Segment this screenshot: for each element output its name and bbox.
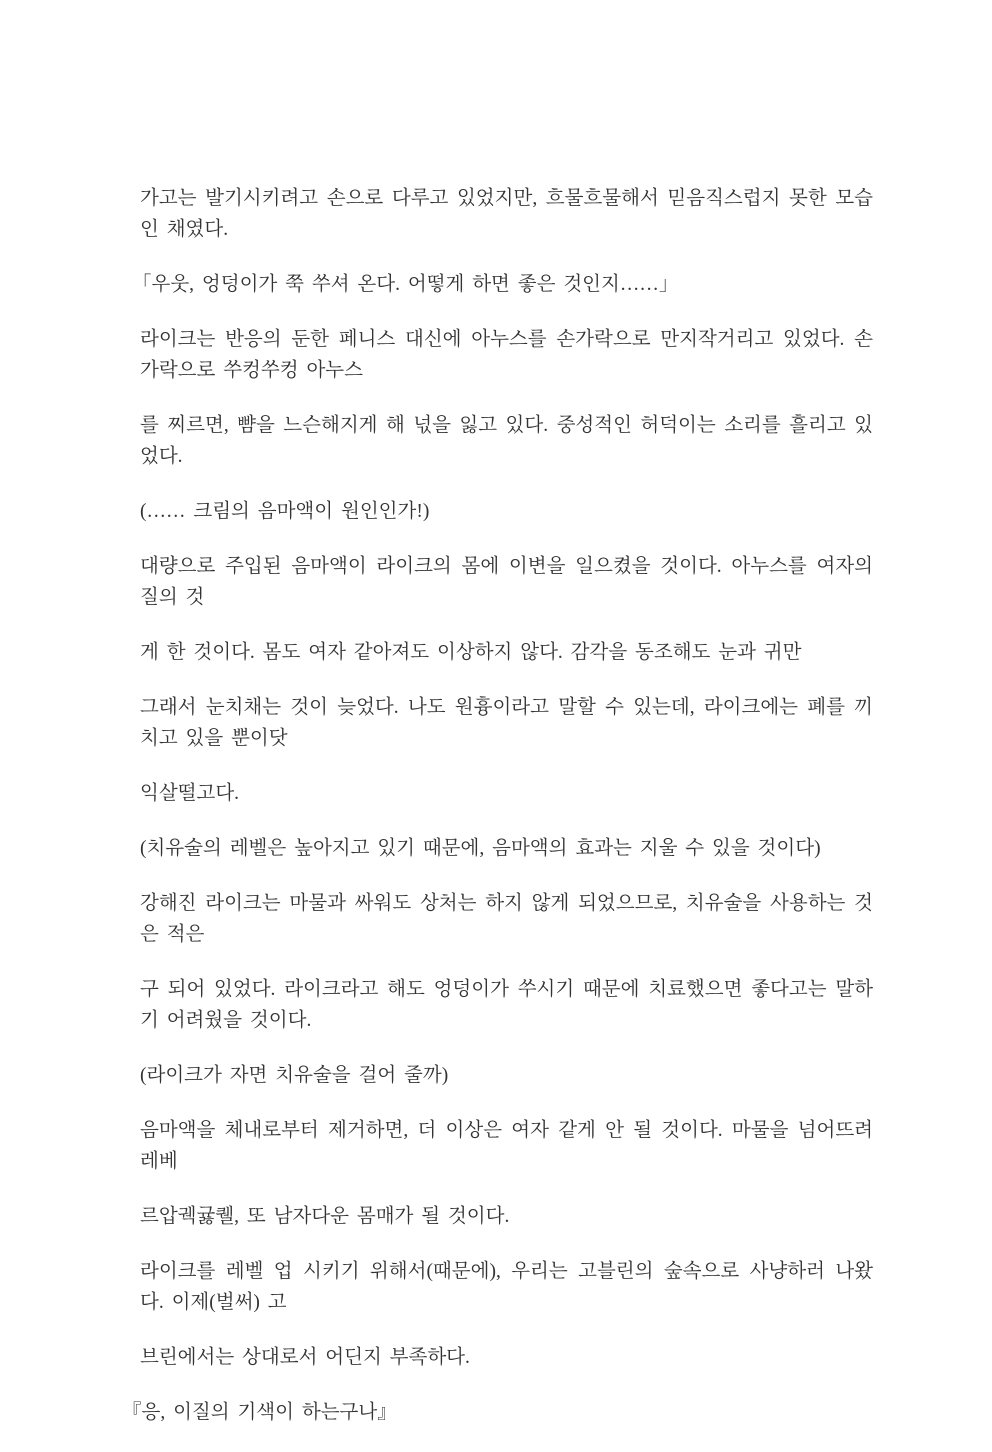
paragraph: 라이크는 반응의 둔한 페니스 대신에 아누스를 손가락으로 만지작거리고 있었다. 손가락으로 쑤컹쑤컹 아누스	[140, 329, 873, 381]
paragraph: 라이크를 레벨 업 시키기 위해서(때문에), 우리는 고블린의 숲속으로 사냥하러 나왔다. 이제(벌써) 고	[140, 1261, 873, 1313]
thought-paragraph: (치유술의 레벨은 높아지고 있기 때문에, 음마액의 효과는 지울 수 있을 것이다)	[140, 838, 821, 859]
dialogue-paragraph: 『응, 이질의 기색이 하는구나』	[122, 1402, 397, 1423]
paragraph: 음마액을 체내로부터 제거하면, 더 이상은 여자 같게 안 될 것이다. 마물을 넘어뜨려 레베	[140, 1120, 873, 1172]
paragraph: 르압궥귫퀠, 또 남자다운 몸매가 될 것이다.	[140, 1206, 510, 1227]
paragraph: 구 되어 있었다. 라이크라고 해도 엉덩이가 쑤시기 때문에 치료했으면 좋다고는 말하기 어려웠을 것이다.	[140, 979, 873, 1031]
paragraph: 브린에서는 상대로서 어딘지 부족하다.	[140, 1347, 470, 1368]
paragraph: 그래서 눈치채는 것이 늦었다. 나도 원흉이라고 말할 수 있는데, 라이크에는 폐를 끼치고 있을 뿐이닷	[140, 697, 873, 749]
dialogue-paragraph: 「우웃, 엉덩이가 쭉 쑤셔 온다. 어떻게 하면 좋은 것인지……」	[132, 274, 679, 295]
thought-paragraph: (…… 크림의 음마액이 원인인가!)	[140, 501, 430, 522]
paragraph: 강해진 라이크는 마물과 싸워도 상처는 하지 않게 되었으므로, 치유술을 사용하는 것은 적은	[140, 893, 873, 945]
paragraph: 게 한 것이다. 몸도 여자 같아져도 이상하지 않다. 감각을 동조해도 눈과 귀만	[140, 642, 802, 663]
thought-paragraph: (라이크가 자면 치유술을 걸어 줄까)	[140, 1065, 449, 1086]
paragraph: 대량으로 주입된 음마액이 라이크의 몸에 이변을 일으켰을 것이다. 아누스를 여자의 질의 것	[140, 556, 873, 608]
document-body	[122, 183, 873, 1452]
paragraph: 익살떨고다.	[140, 783, 240, 804]
paragraph: 가고는 발기시키려고 손으로 다루고 있었지만, 흐물흐물해서 믿음직스럽지 못한 모습인 채였다.	[140, 188, 873, 240]
paragraph: 를 찌르면, 뺨을 느슨해지게 해 넋을 잃고 있다. 중성적인 허덕이는 소리를 흘리고 있었다.	[140, 415, 873, 467]
